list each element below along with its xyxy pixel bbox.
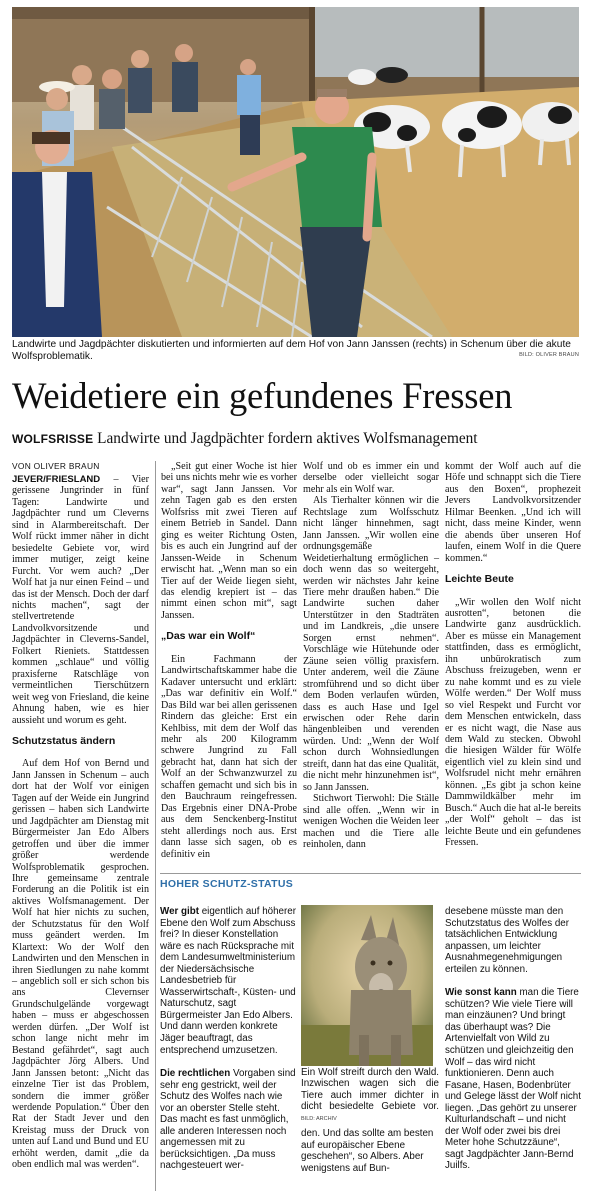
subheading-leichte-beute: Leichte Beute bbox=[445, 573, 514, 586]
col2-paragraph-2: Ein Fachmann der Landwirtschaftskammer habe die Kadaver untersucht und erklärt: „Das war definitiv ein Wolf.“ Das Bild war bei allen gerissenen Rindern das gleiche: Erst ein Kehlbiss, mit dem der Wolf das mehr als 200 Kilogramm schwere Jungrind zu Fall gebracht hat, dann hat sich der Wolf an der Schwanzwurzel zu schaffen gemacht und sich bis in den Bauchraum reingefressen. Das Ergebnis einer DNA-Probe aus dem Senckenberg-Institut steht allerdings noch aus. Erst dann lasse sich sagen, ob es definitiv ein bbox=[161, 653, 297, 860]
box-kicker: HOHER SCHUTZ-STATUS bbox=[160, 878, 294, 890]
box-c2-bottom: den. Und das sollte am besten auf europäischer Ebene geschehen“, so Albers. Aber wenigstens auf Bun- bbox=[301, 1128, 434, 1174]
main-photo bbox=[12, 7, 579, 337]
byline: VON OLIVER BRAUN bbox=[12, 461, 100, 471]
subheading-schutzstatus: Schutzstatus ändern bbox=[12, 734, 116, 747]
dateline: JEVER/FRIESLAND bbox=[12, 474, 101, 485]
box-column-2-bottom bbox=[301, 1128, 439, 1174]
col3-paragraph-1: Wolf und ob es immer ein und derselbe oder vielleicht sogar mehr als ein Wolf war. bbox=[303, 461, 439, 495]
col3-paragraph-2: Als Tierhalter können wir die Rechtslage zum Wolfsschutz nicht länger hinnehmen, sagt Jann Janssen. „Wir wollen eine ordnungsgemäße Weidetierhaltung ermöglichen – doch wenn das so weitergeht, werden wir nächstes Jahr keine Tiere mehr draußen haben.“ Die Landwirte suchen daher Unterstützer in den Stadträten und im Landkreis, „die unsere Sorgen ernst nehmen“. Vorschläge wie Hütehunde oder Zäune seien völlig praxisfern. Unter anderem, weil die Zäune stromführend und so dicht über dem Boden verlaufen würden, dass es auch Hase und Igel erwischen oder Rehe darin hängenbleiben und verenden würden. Und: „Wenn der Wolf schon durch Wohnsiedlungen streift, dann hat das eine Qualität, die nicht mehr hinzunehmen ist“, so Jann Janssen. bbox=[303, 495, 439, 793]
subheadline: Landwirte und Jagdpächter fordern aktives Wolfsmanagement bbox=[97, 430, 478, 447]
col2-paragraph-1: „Seit gut einer Woche ist hier bei uns nichts mehr wie es vorher war“, sagt Jann Janssen. Vor zehn Tagen gab es den ersten Wolfsriss mit zwei Tieren auf einem Betrieb in Sandel. Dann ging es weiter Richtung Osten, bis es auch ein Jungrind auf der Janssen-Weide in Schenum erwischt hat. „Wenn man so ein Tier auf der Weide liegen sieht, das elendig krepiert ist – das nimmt einen schon mit“, sagt Janssen. bbox=[161, 461, 297, 621]
box-column-1 bbox=[160, 906, 296, 1172]
box-c1-paragraph-1 bbox=[160, 906, 296, 1056]
kicker: WOLFSRISSE bbox=[12, 432, 94, 446]
box-c3-p1: desebene müsste man den Schutzstatus des Wolfes der tatsächlichen Entwicklung anpassen, um leichter Ausnahmegenehmigungen erteilen zu können. bbox=[445, 906, 569, 975]
subheadline-row bbox=[12, 430, 582, 448]
column-rule-1 bbox=[155, 461, 156, 1191]
box-c1-lead: Wer gibt bbox=[160, 906, 200, 917]
column-3 bbox=[303, 461, 439, 850]
wolf-photo bbox=[301, 905, 433, 1066]
wolf-photo-caption bbox=[301, 1067, 439, 1125]
box-c1-p1: eigentlich auf höherer Ebene den Wolf zum Abschuss frei? In dieser Konstellation wäre es nach Rücksprache mit dem Landesumweltministerium der Niedersächsische Landesbetrieb für Wasserwirtschaft-, Küsten- und Naturschutz, sagt Bürgermeister Jan Edo Albers. Und dann werden konkrete Jäger beauftragt, das entsprechend umzusetzen. bbox=[160, 906, 296, 1056]
box-c1-p2: Vorgaben sind sehr eng gestrickt, weil der Schutz des Wolfes nach wie vor an oberster Stelle steht. Das macht es fast unmöglich, alle anderen Interessen noch angemessen mit zu berücksichtigen. „Da muss nachgesteuert wer- bbox=[160, 1068, 296, 1172]
col1-paragraph-2: Auf dem Hof von Bernd und Jann Janssen in Schenum – auch dort hat der Wolf vor einigen Tagen auf der Weide ein Jungrind gerissen – haben sich Landwirte und Jagdpächter am Dienstag mit Bürgermeister Jan Edo Albers getroffen und über die immer größer werdende Wolfsproblematik gesprochen. Ihre gemeinsame zentrale Forderung an die Politik ist ein aktives Wolfsmanagement. Der Wolf hat hier nichts zu suchen, der Schutzstatus für den Wolf muss geändert werden. Im Klartext: Wo der Wolf den Landwirten und den Menschen in ihren Siedlungen zu nahe kommt – angeblich soll er sich schon bis ans Clevernser Grundschulgelände vorgewagt haben – muss er abgeschossen werden dürfen. „Der Wolf ist schon lange nicht mehr im Bestand gefährdet“, sagt auch Jagdpächter Jörg Albers. Und Jann Janssen betont: „Nicht das einzelne Tier ist das Problem, sondern die immer größer werdende Population.“ Über den Rat der Stadt Jever und den Kreistag muss der Druck von unten auf Land und Bund und EU erhöht werden, damit „die da oben endlich mal was werden“. bbox=[12, 758, 149, 1171]
col3-paragraph-3: Stichwort Tierwohl: Die Ställe sind alle offen. „Wenn wir in wenigen Wochen die Weiden leer machen und die Tiere alle reinholen, dann bbox=[303, 793, 439, 850]
box-c1-paragraph-2 bbox=[160, 1068, 296, 1172]
box-c1-lead2: Die rechtlichen bbox=[160, 1068, 231, 1080]
box-top-rule bbox=[160, 873, 581, 874]
box-column-3 bbox=[445, 906, 581, 1172]
photo-caption: Landwirte und Jagdpächter diskutierten und informierten auf dem Hof von Jann Janssen (rechts) in Schenum über die akute Wolfsproblematik. bbox=[12, 339, 571, 363]
column-4 bbox=[445, 461, 581, 849]
wolf-photo-credit: BILD: ARCHIV bbox=[301, 1116, 337, 1123]
box-c3-p2: man die Tiere schützen? Wie viele Tiere will man einzäunen? Und bringt das überhaupt was? Die Artenvielfalt von Wild zu schützen und gleichzeitig den Wolf – das wird nicht funktionieren. Denn auch Fasane, Hasen, Bodenbrüter und Gelege lässt der Wolf nicht liegen. „Das gehört zu unserer Kulturlandschaft – und nicht der Wolf oder zwei bis drei Meter hohe Schutzzäune“, sagt Jagdpächter Jann-Bernd Juilfs. bbox=[445, 987, 581, 1172]
subheading-das-war-ein-wolf: „Das war ein Wolf“ bbox=[161, 630, 256, 643]
col4-paragraph-1: kommt der Wolf auch auf die Höfe und schnappt sich die Tiere aus den Boxen“, prophezeit Jevers Landvolkvorsitzender Hilmar Beenken. „Und ich will nicht, dass meine Kinder, wenn die abends über unseren Hof laufen, einem Wolf in die Quere kommen.“ bbox=[445, 461, 581, 564]
col1-p1-text: – Vier gerissene Jungrinder in fünf Tagen: Landwirte und Jagdpächter rund um Cleverns sind in Alarmbereitschaft. Der Wolf rückt immer näher in dicht besiedelte Gebiete vor, wird immer mutiger, zeigt keine Furcht. Vor wem auch? „Der Wolf hat ja nur einen Feind – und das ist der Mensch. Doch der darf nichts machen“, sagt der stellvertretende Landvolkvorsitzende und Jagdpächter in Cleverns-Sandel, Folkert Rieniets. Stattdessen kommen „schlaue“ und völlig praxisferne Ratschläge von vermeintlichen Tierschützern weit weg von Friesland, die keine Ahnung haben, wie es hier aussieht und worum es geht. bbox=[12, 474, 149, 726]
box-c3-paragraph-2 bbox=[445, 987, 581, 1172]
photo-credit: BILD: OLIVER BRAUN bbox=[519, 352, 579, 358]
col4-paragraph-2: „Wir wollen den Wolf nicht ausrotten“, betonen die Landwirte ganz ausdrücklich. Aber es müsse ein Management stattfinden, dass es ermöglicht, ihn unbürokratisch zum Abschuss freizugeben, wenn er zu nahe kommt und es zu viele Wölfe werden.“ Der Wolf muss so viel Respekt und Furcht vor dem Menschen entwickeln, dass er es nicht wagt, die Nase aus dem Wald zu stecken. Obwohl die hiesigen Wälder für Wölfe eigentlich viel zu klein sind und Wolfsrudel nicht mehr ernähren können. „Es gibt ja schon keine Dammwildkälber mehr im Busch.“ Auch die hat al-le bereits „der Wolf“ geholt – das ist leichte Beute und ein gefundenes Fressen. bbox=[445, 596, 581, 849]
wolf-caption-text: Ein Wolf streift durch den Wald. Inzwischen wagen sich die Tiere auch immer dichter in dicht besiedelte Gebiete vor. bbox=[301, 1067, 439, 1112]
column-2 bbox=[161, 461, 297, 860]
headline: Weidetiere ein gefundenes Fressen bbox=[12, 375, 513, 416]
column-1 bbox=[12, 474, 149, 1171]
col1-paragraph-1 bbox=[12, 474, 149, 726]
box-c3-lead: Wie sonst kann bbox=[445, 987, 517, 999]
